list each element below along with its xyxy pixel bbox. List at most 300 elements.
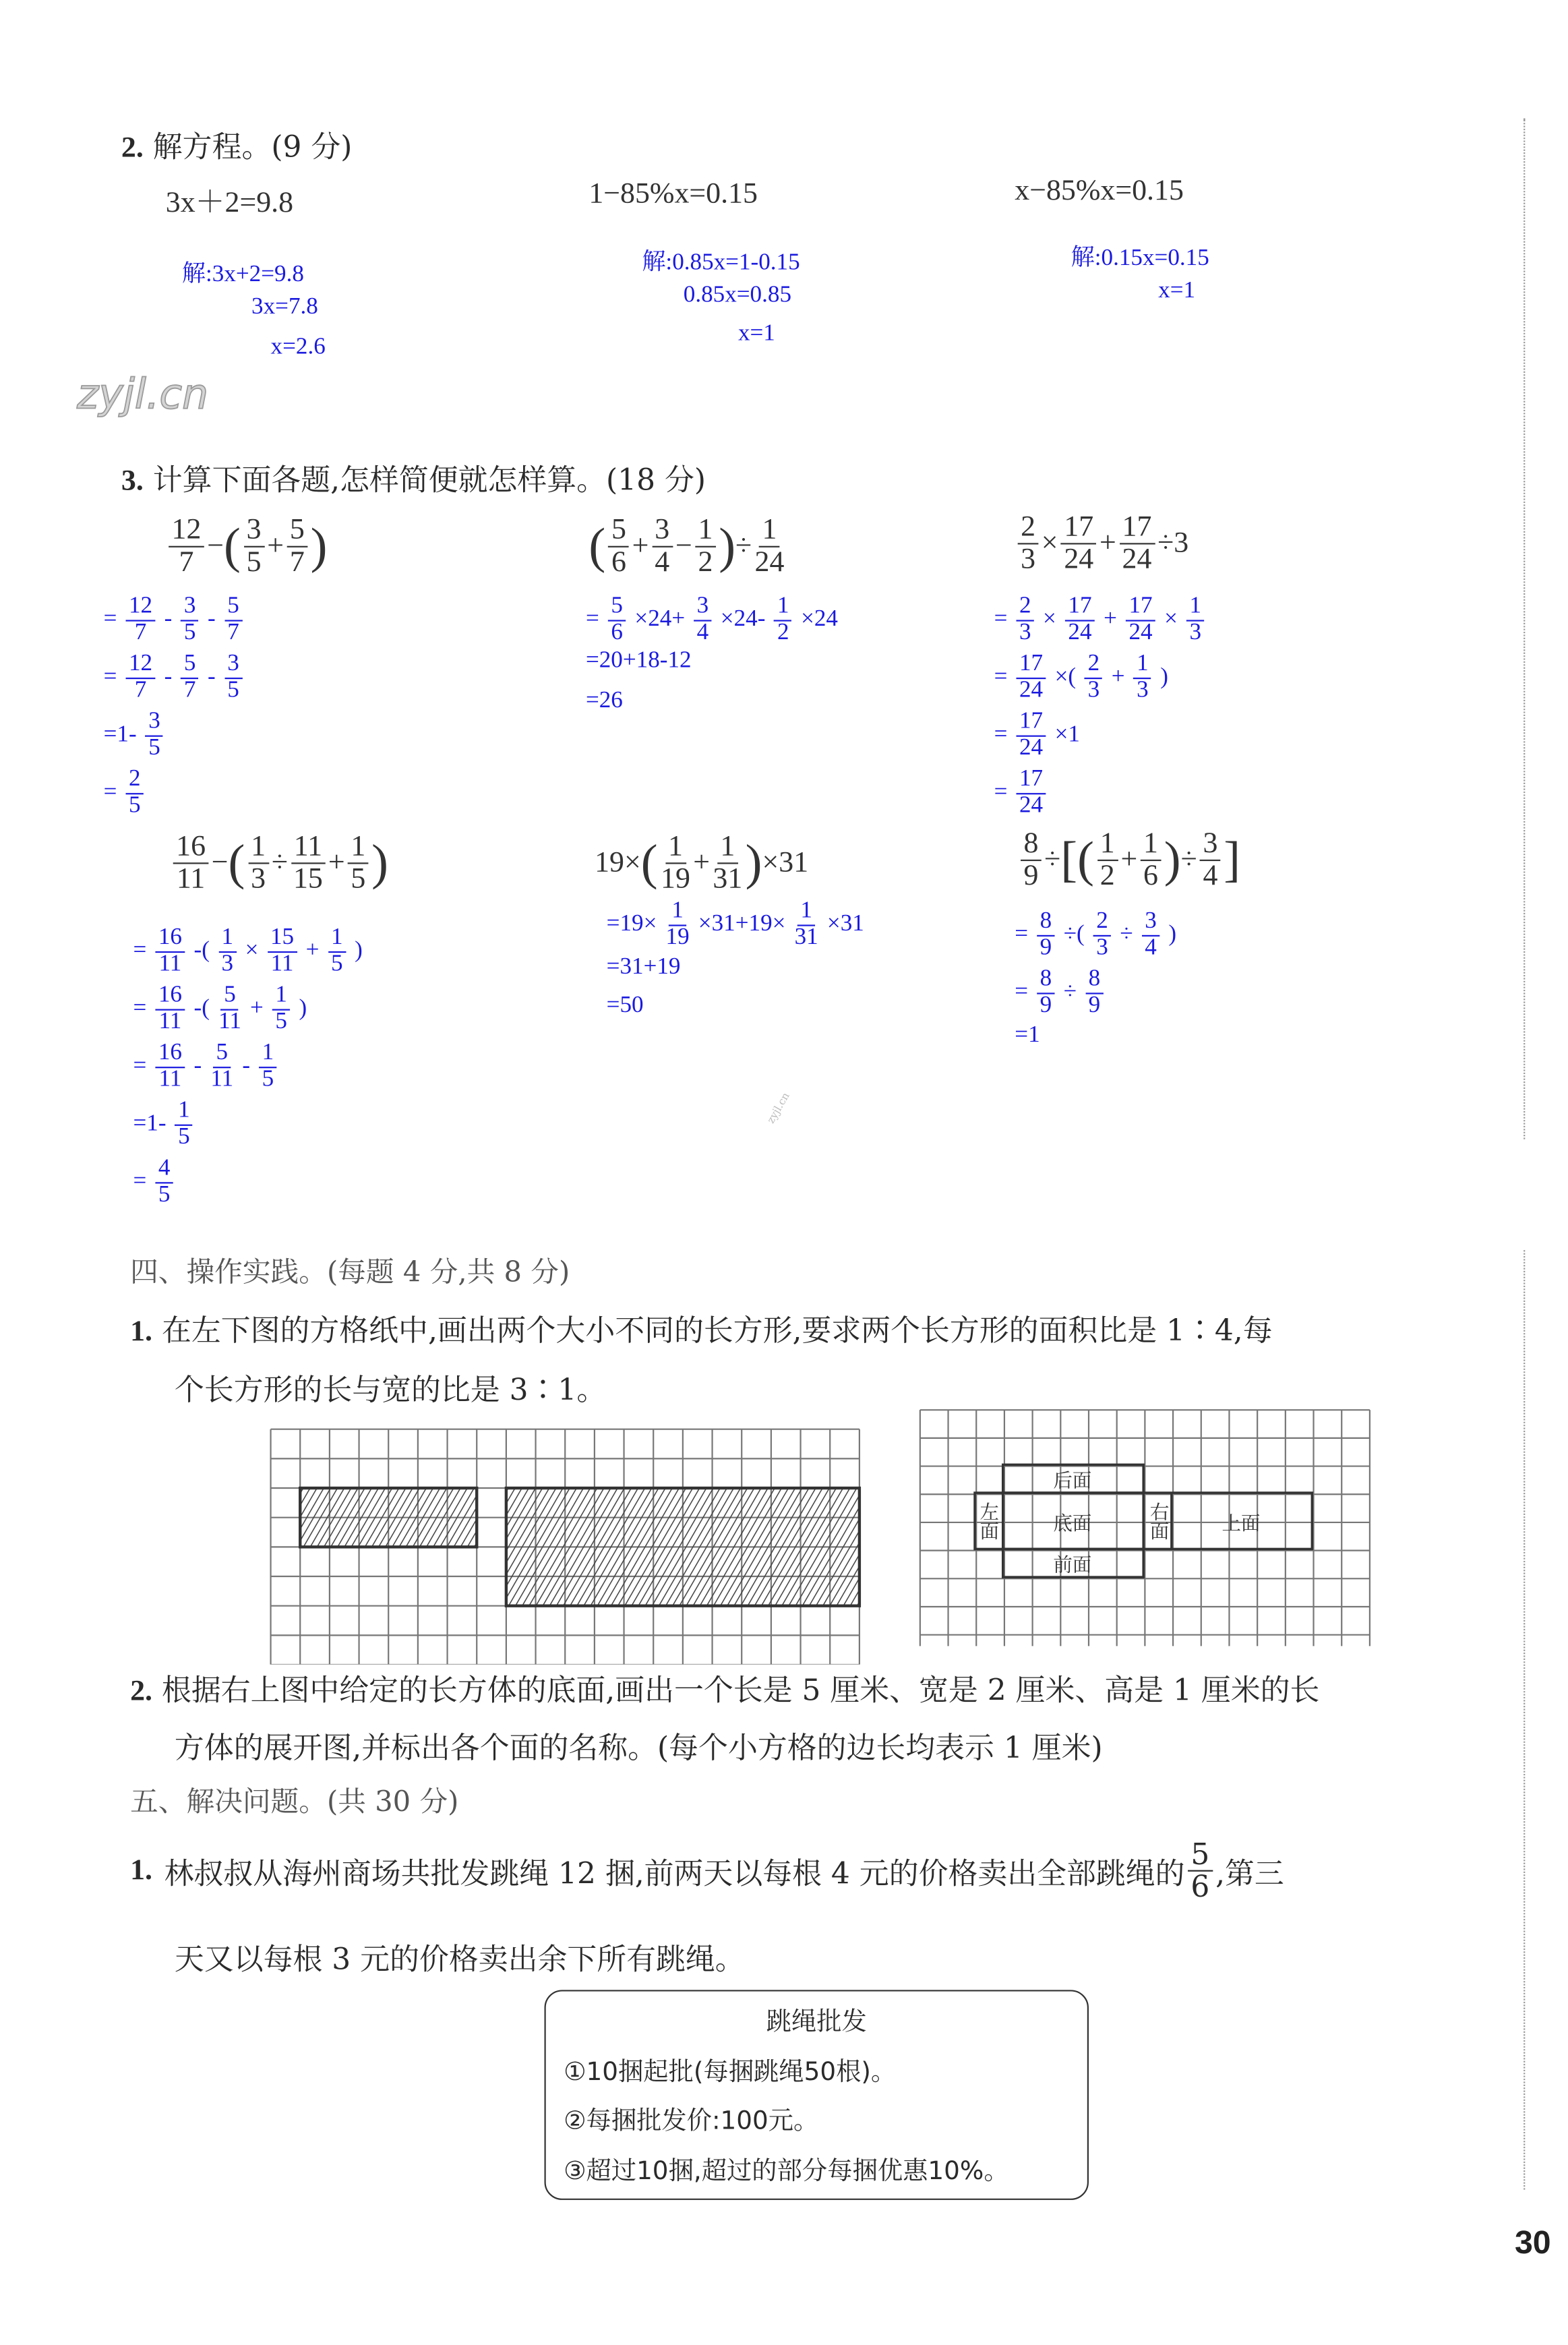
fraction: [1188, 1836, 1213, 1905]
bracket: (: [640, 835, 658, 890]
fraction: [795, 899, 818, 951]
numerator: 11: [291, 831, 325, 864]
numerator: 1: [797, 899, 815, 926]
numerator: 5: [181, 653, 198, 679]
numerator: 1: [1141, 829, 1162, 861]
work-line: [607, 899, 864, 951]
fraction: [1093, 910, 1111, 961]
expr-text: +: [328, 846, 345, 879]
denominator: 24: [754, 545, 785, 578]
expr-text: +: [693, 846, 711, 879]
denominator: 2: [698, 545, 713, 578]
expr-text: −: [675, 529, 692, 562]
numerator: 1: [775, 595, 792, 621]
numerator: 12: [126, 595, 156, 621]
expr-text: ×31+19×: [692, 912, 792, 937]
net-label-right: 右面: [1147, 1502, 1170, 1541]
numerator: 1: [669, 899, 686, 926]
fraction: [218, 984, 241, 1035]
denominator: 3: [1189, 619, 1202, 645]
fraction: [169, 515, 204, 578]
answer-line: 解:0.15x=0.15: [1071, 245, 1209, 271]
fraction: [218, 926, 236, 978]
expr-text: ÷: [271, 846, 288, 879]
expr-text: ): [349, 938, 363, 964]
numerator: 3: [243, 515, 264, 547]
fraction: [666, 899, 690, 951]
fraction: [126, 768, 144, 819]
denominator: 6: [611, 619, 623, 645]
fraction: [155, 1157, 173, 1208]
expr-text: ): [293, 996, 307, 1021]
problem-6: [1018, 829, 1240, 892]
expr-text: ÷: [1114, 922, 1139, 948]
answer-line: x=1: [737, 321, 775, 347]
numerator: 5: [609, 515, 630, 547]
denominator: 5: [158, 1181, 171, 1208]
denominator: 9: [1039, 934, 1052, 960]
denominator: 19: [665, 924, 690, 950]
fraction: [146, 710, 163, 761]
denominator: 2: [1099, 859, 1115, 893]
denominator: 24: [1122, 543, 1152, 576]
work-line: [586, 688, 623, 714]
denominator: 5: [275, 1009, 287, 1034]
expr-text: ×: [239, 938, 265, 964]
numerator: 5: [287, 515, 307, 547]
denominator: 7: [134, 619, 147, 645]
expr-text: −: [211, 846, 229, 879]
expr-text: =: [994, 722, 1014, 748]
expr-text: =1-: [103, 722, 143, 748]
numerator: 1: [218, 926, 236, 953]
expr-text: +: [267, 529, 284, 562]
expr-text: 林叔叔从海州商场共批发跳绳 12 捆,前两天以每根 4 元的价格卖出全部跳绳的: [164, 1855, 1185, 1891]
expr-text: ×31: [762, 846, 809, 879]
work-line: [586, 595, 838, 646]
numerator: 3: [1142, 910, 1159, 936]
answer-line: 解:0.85x=1-0.15: [642, 249, 800, 276]
denominator: 4: [1203, 859, 1218, 893]
net-label-back: 后面: [1053, 1469, 1092, 1492]
numerator: 17: [1017, 768, 1046, 794]
denominator: 7: [183, 677, 196, 703]
denominator: 5: [246, 545, 262, 578]
fraction: [181, 653, 198, 704]
denominator: 19: [660, 862, 690, 895]
numerator: 16: [155, 1042, 185, 1068]
fraction: [695, 515, 716, 578]
work-line: [104, 653, 245, 704]
fraction: [126, 595, 156, 646]
numerator: 5: [608, 595, 626, 621]
denominator: 11: [176, 862, 206, 895]
denominator: 24: [1019, 792, 1044, 819]
denominator: 11: [158, 1066, 182, 1092]
numerator: 8: [1021, 829, 1042, 861]
numerator: 1: [717, 831, 738, 864]
expr-text: -: [202, 664, 222, 690]
denominator: 5: [351, 862, 366, 895]
numerator: 3: [694, 595, 711, 621]
expr-text: +: [1099, 527, 1116, 560]
expr-text: =: [994, 780, 1014, 806]
fraction: [1186, 595, 1204, 646]
expr-text: ÷: [1044, 843, 1061, 877]
expr-text: ×24-: [715, 607, 772, 632]
denominator: 5: [148, 735, 160, 761]
bracket: [: [1060, 832, 1078, 887]
equation-3: x−85%x=0.15: [1015, 174, 1184, 208]
numerator: 2: [1018, 512, 1039, 544]
expr-text: ×24: [795, 607, 839, 632]
numerator: 1: [348, 831, 369, 864]
fraction: [155, 926, 185, 978]
grid-paper-right: [919, 1408, 1371, 1648]
fraction: [175, 1099, 193, 1150]
drawn-rectangle: [300, 1488, 477, 1547]
denominator: 4: [655, 545, 670, 578]
fraction: [1018, 512, 1039, 575]
expr-text: ×(: [1048, 664, 1082, 690]
bracket: (: [589, 518, 606, 574]
fraction: [755, 515, 785, 578]
net-label-left: 左面: [977, 1502, 1000, 1541]
margin-divider: [1524, 1250, 1525, 2189]
numerator: 17: [1017, 653, 1046, 679]
numerator: 3: [146, 710, 163, 736]
denominator: 5: [262, 1066, 274, 1092]
expr-text: ×1: [1048, 722, 1080, 748]
denominator: 5: [128, 792, 141, 819]
fraction: [652, 515, 673, 578]
numerator: 16: [173, 831, 209, 864]
fraction: [259, 1042, 276, 1093]
s4-q1-line1: 1. 在左下图的方格纸中,画出两个大小不同的长方形,要求两个长方形的面积比是 1∶4,每: [130, 1312, 1273, 1348]
numerator: 5: [1188, 1839, 1213, 1872]
expr-text: =: [1015, 922, 1034, 948]
numerator: 1: [695, 515, 716, 547]
denominator: 2: [777, 619, 789, 645]
denominator: 5: [227, 677, 239, 703]
expr-text: =: [1015, 980, 1034, 1005]
denominator: 3: [1137, 677, 1149, 703]
denominator: 3: [1019, 619, 1031, 645]
denominator: 3: [251, 862, 266, 895]
expr-text: ÷: [735, 529, 752, 562]
work-line: [133, 926, 362, 978]
problem-1: [166, 515, 328, 578]
expr-text: =: [133, 996, 153, 1021]
expr-text: +: [244, 996, 270, 1021]
fraction: [608, 595, 626, 646]
numerator: 12: [169, 515, 204, 547]
s5-q1-line1: 1. 林叔叔从海州商场共批发跳绳 12 捆,前两天以每根 4 元的价格卖出全部跳绳的 $\frac{5}{6}$ ,第三: [130, 1836, 1284, 1905]
fraction: [1017, 768, 1046, 819]
answer-line: x=2.6: [270, 334, 326, 360]
fraction: [1037, 968, 1054, 1019]
fraction: [173, 831, 209, 895]
s5-q1-line2: 天又以每根 3 元的价格卖出余下所有跳绳。: [174, 1940, 745, 1977]
numerator: 1: [1186, 595, 1204, 621]
expr-text: +: [299, 938, 326, 964]
expr-text: ): [1154, 664, 1168, 690]
expr-text: =: [585, 607, 605, 632]
work-line: [586, 648, 692, 674]
work-line: [133, 1157, 176, 1208]
bracket: ): [1164, 832, 1181, 887]
box-item: ③超过10捆,超过的部分每捆优惠10%。: [564, 2157, 1009, 2187]
expr-text: ÷: [1057, 980, 1083, 1005]
denominator: 9: [1039, 992, 1052, 1018]
expr-text: =1: [1015, 1022, 1040, 1048]
wholesale-info-box: [545, 1990, 1089, 2200]
equation-2: 1−85%x=0.15: [589, 177, 758, 210]
work-line: [607, 954, 681, 980]
expr-text: ÷3: [1157, 527, 1189, 560]
denominator: 24: [1019, 677, 1044, 703]
fraction: [1017, 595, 1034, 646]
fraction: [1097, 829, 1118, 892]
expr-text: ×: [1037, 607, 1062, 632]
expr-text: =50: [606, 992, 644, 1018]
numerator: 2: [1093, 910, 1111, 936]
numerator: 1: [328, 926, 346, 953]
numerator: 5: [224, 595, 242, 621]
grid-paper-left: [269, 1427, 864, 1664]
numerator: 8: [1085, 968, 1103, 994]
fraction: [775, 595, 792, 646]
expr-text: 19×: [595, 846, 641, 879]
fraction: [328, 926, 346, 978]
box-title: 跳绳批发: [766, 2007, 867, 2038]
fraction: [126, 653, 156, 704]
expr-text: −: [207, 529, 224, 562]
expr-text: ×24+: [628, 607, 691, 632]
numerator: 15: [268, 926, 297, 953]
fraction: [243, 515, 264, 578]
denominator: 3: [1096, 934, 1108, 960]
problem-2: [589, 515, 787, 578]
numerator: 2: [1017, 595, 1034, 621]
watermark-small: zyjl.cn: [764, 1090, 793, 1126]
numerator: 8: [1037, 910, 1054, 936]
expr-text: ÷(: [1057, 922, 1091, 948]
expr-text: =: [994, 664, 1014, 690]
work-line: [607, 992, 644, 1019]
work-line: [994, 710, 1080, 761]
denominator: 11: [270, 951, 294, 976]
denominator: 5: [330, 951, 343, 976]
denominator: 24: [1128, 619, 1153, 645]
work-line: [994, 653, 1168, 704]
fraction: [1021, 829, 1042, 892]
numerator: 3: [224, 653, 242, 679]
numerator: 3: [1200, 829, 1221, 861]
problem-3: [1015, 512, 1188, 575]
denominator: 4: [1145, 934, 1157, 960]
fraction: [348, 831, 369, 895]
q3-title: 3. 计算下面各题,怎样简便就怎样算。(18 分): [121, 461, 706, 498]
net-label-top: 上面: [1222, 1512, 1261, 1535]
work-line: [1015, 910, 1176, 961]
expr-text: -: [187, 1053, 208, 1079]
expr-text: =31+19: [606, 954, 681, 980]
expr-text: =19×: [606, 912, 663, 937]
fraction: [1037, 910, 1054, 961]
denominator: 11: [210, 1066, 234, 1092]
work-line: [104, 710, 167, 761]
q2-title: 2. 解方程。(9 分): [121, 128, 353, 165]
fraction: [1085, 968, 1103, 1019]
expr-text: -: [158, 664, 179, 690]
numerator: 3: [652, 515, 673, 547]
work-line: [994, 595, 1207, 646]
expr-text: =: [103, 664, 123, 690]
watermark: zyjl.cn: [77, 369, 209, 419]
numerator: 17: [1119, 512, 1155, 544]
denominator: 15: [293, 862, 323, 895]
fraction: [1085, 653, 1102, 704]
work-line: [104, 595, 245, 646]
numerator: 2: [126, 768, 144, 794]
denominator: 7: [289, 545, 305, 578]
numerator: 17: [1126, 595, 1155, 621]
expr-text: -(: [187, 938, 216, 964]
numerator: 17: [1065, 595, 1095, 621]
fraction: [210, 1042, 233, 1093]
expr-text: =: [103, 607, 123, 632]
work-line: [133, 1042, 279, 1093]
expr-text: +: [1097, 607, 1123, 632]
denominator: 7: [179, 545, 194, 578]
denominator: 24: [1068, 619, 1092, 645]
denominator: 3: [1087, 677, 1100, 703]
s4-q1-line2: 个长方形的长与宽的比是 3∶1。: [174, 1371, 607, 1407]
s4-q2-line1: 2. 根据右上图中给定的长方体的底面,画出一个长是 5 厘米、宽是 2 厘米、高是 1 厘米的长: [130, 1671, 1320, 1708]
work-line: [1015, 968, 1106, 1019]
expr-text: ): [1162, 922, 1177, 948]
fraction: [1141, 829, 1162, 892]
fraction: [1061, 512, 1097, 575]
numerator: 1: [759, 515, 780, 547]
denominator: 6: [1190, 1868, 1210, 1905]
fraction: [155, 984, 185, 1035]
work-line: [104, 768, 147, 819]
expr-text: ÷: [1180, 843, 1197, 877]
expr-text: =: [133, 938, 153, 964]
answer-line: 3x=7.8: [251, 294, 318, 320]
margin-divider: [1524, 119, 1525, 1139]
expr-text: -: [236, 1053, 256, 1079]
work-line: [994, 768, 1049, 819]
numerator: 1: [248, 831, 269, 864]
numerator: 4: [155, 1157, 173, 1183]
box-item: ②每捆批发价:100元。: [564, 2106, 819, 2137]
expr-text: -: [202, 607, 222, 632]
expr-text: ×: [1041, 527, 1058, 560]
fraction: [661, 831, 690, 895]
denominator: 24: [1064, 543, 1094, 576]
problem-4: [170, 831, 388, 895]
expr-text: -: [158, 607, 179, 632]
fraction: [713, 831, 742, 895]
expr-text: +: [1105, 664, 1131, 690]
numerator: 1: [1097, 829, 1118, 861]
expr-text: +: [1120, 843, 1138, 877]
fraction: [694, 595, 711, 646]
denominator: 6: [1143, 859, 1158, 893]
numerator: 2: [1085, 653, 1102, 679]
equation-1: 3x＋2=9.8: [165, 186, 294, 219]
denominator: 5: [183, 619, 196, 645]
fraction: [155, 1042, 185, 1093]
expr-text: ×: [1158, 607, 1184, 632]
numerator: 1: [1134, 653, 1151, 679]
bracket: ): [719, 518, 736, 574]
denominator: 9: [1088, 992, 1101, 1018]
bracket: ): [745, 835, 762, 890]
fraction: [1134, 653, 1151, 704]
expr-text: =20+18-12: [585, 648, 692, 674]
fraction: [224, 653, 242, 704]
denominator: 5: [178, 1124, 190, 1150]
s4-q2-line2: 方体的展开图,并标出各个面的名称。(每个小方格的边长均表示 1 厘米): [174, 1729, 1103, 1765]
denominator: 11: [158, 1009, 182, 1034]
expr-text: -(: [187, 996, 216, 1021]
bracket: ): [310, 518, 328, 574]
expr-text: =: [133, 1169, 153, 1195]
expr-text: =: [103, 780, 123, 806]
denominator: 6: [611, 545, 626, 578]
denominator: 24: [1019, 735, 1044, 761]
answer-line: x=1: [1158, 278, 1196, 303]
fraction: [609, 515, 630, 578]
answer-line: 0.85x=0.85: [683, 283, 792, 308]
fraction: [1142, 910, 1159, 961]
denominator: 11: [218, 1009, 241, 1034]
fraction: [1200, 829, 1221, 892]
fraction: [1017, 710, 1046, 761]
page-number: 30: [1514, 2224, 1551, 2261]
denominator: 4: [696, 619, 709, 645]
bracket: (: [1077, 832, 1094, 887]
fraction: [1119, 512, 1155, 575]
bracket: (: [223, 518, 241, 574]
expr-text: ×31: [821, 912, 864, 937]
numerator: 16: [155, 984, 185, 1010]
numerator: 8: [1037, 968, 1054, 994]
expr-text: =1-: [133, 1111, 173, 1137]
denominator: 31: [713, 862, 743, 895]
expr-text: =: [994, 607, 1014, 632]
expr-text: ,第三: [1215, 1855, 1284, 1891]
work-line: [1015, 1022, 1039, 1048]
bracket: ]: [1224, 832, 1241, 887]
answer-line: 解:3x+2=9.8: [181, 262, 304, 287]
numerator: 5: [213, 1042, 231, 1068]
fraction: [248, 831, 269, 895]
expr-text: =26: [585, 688, 623, 713]
numerator: 3: [181, 595, 198, 621]
numerator: 17: [1017, 710, 1046, 736]
section-5-title: 五、解决问题。(共 30 分): [130, 1785, 459, 1818]
numerator: 12: [126, 653, 156, 679]
fraction: [287, 515, 307, 578]
numerator: 5: [221, 984, 239, 1010]
denominator: 11: [158, 951, 182, 976]
numerator: 17: [1061, 512, 1097, 544]
